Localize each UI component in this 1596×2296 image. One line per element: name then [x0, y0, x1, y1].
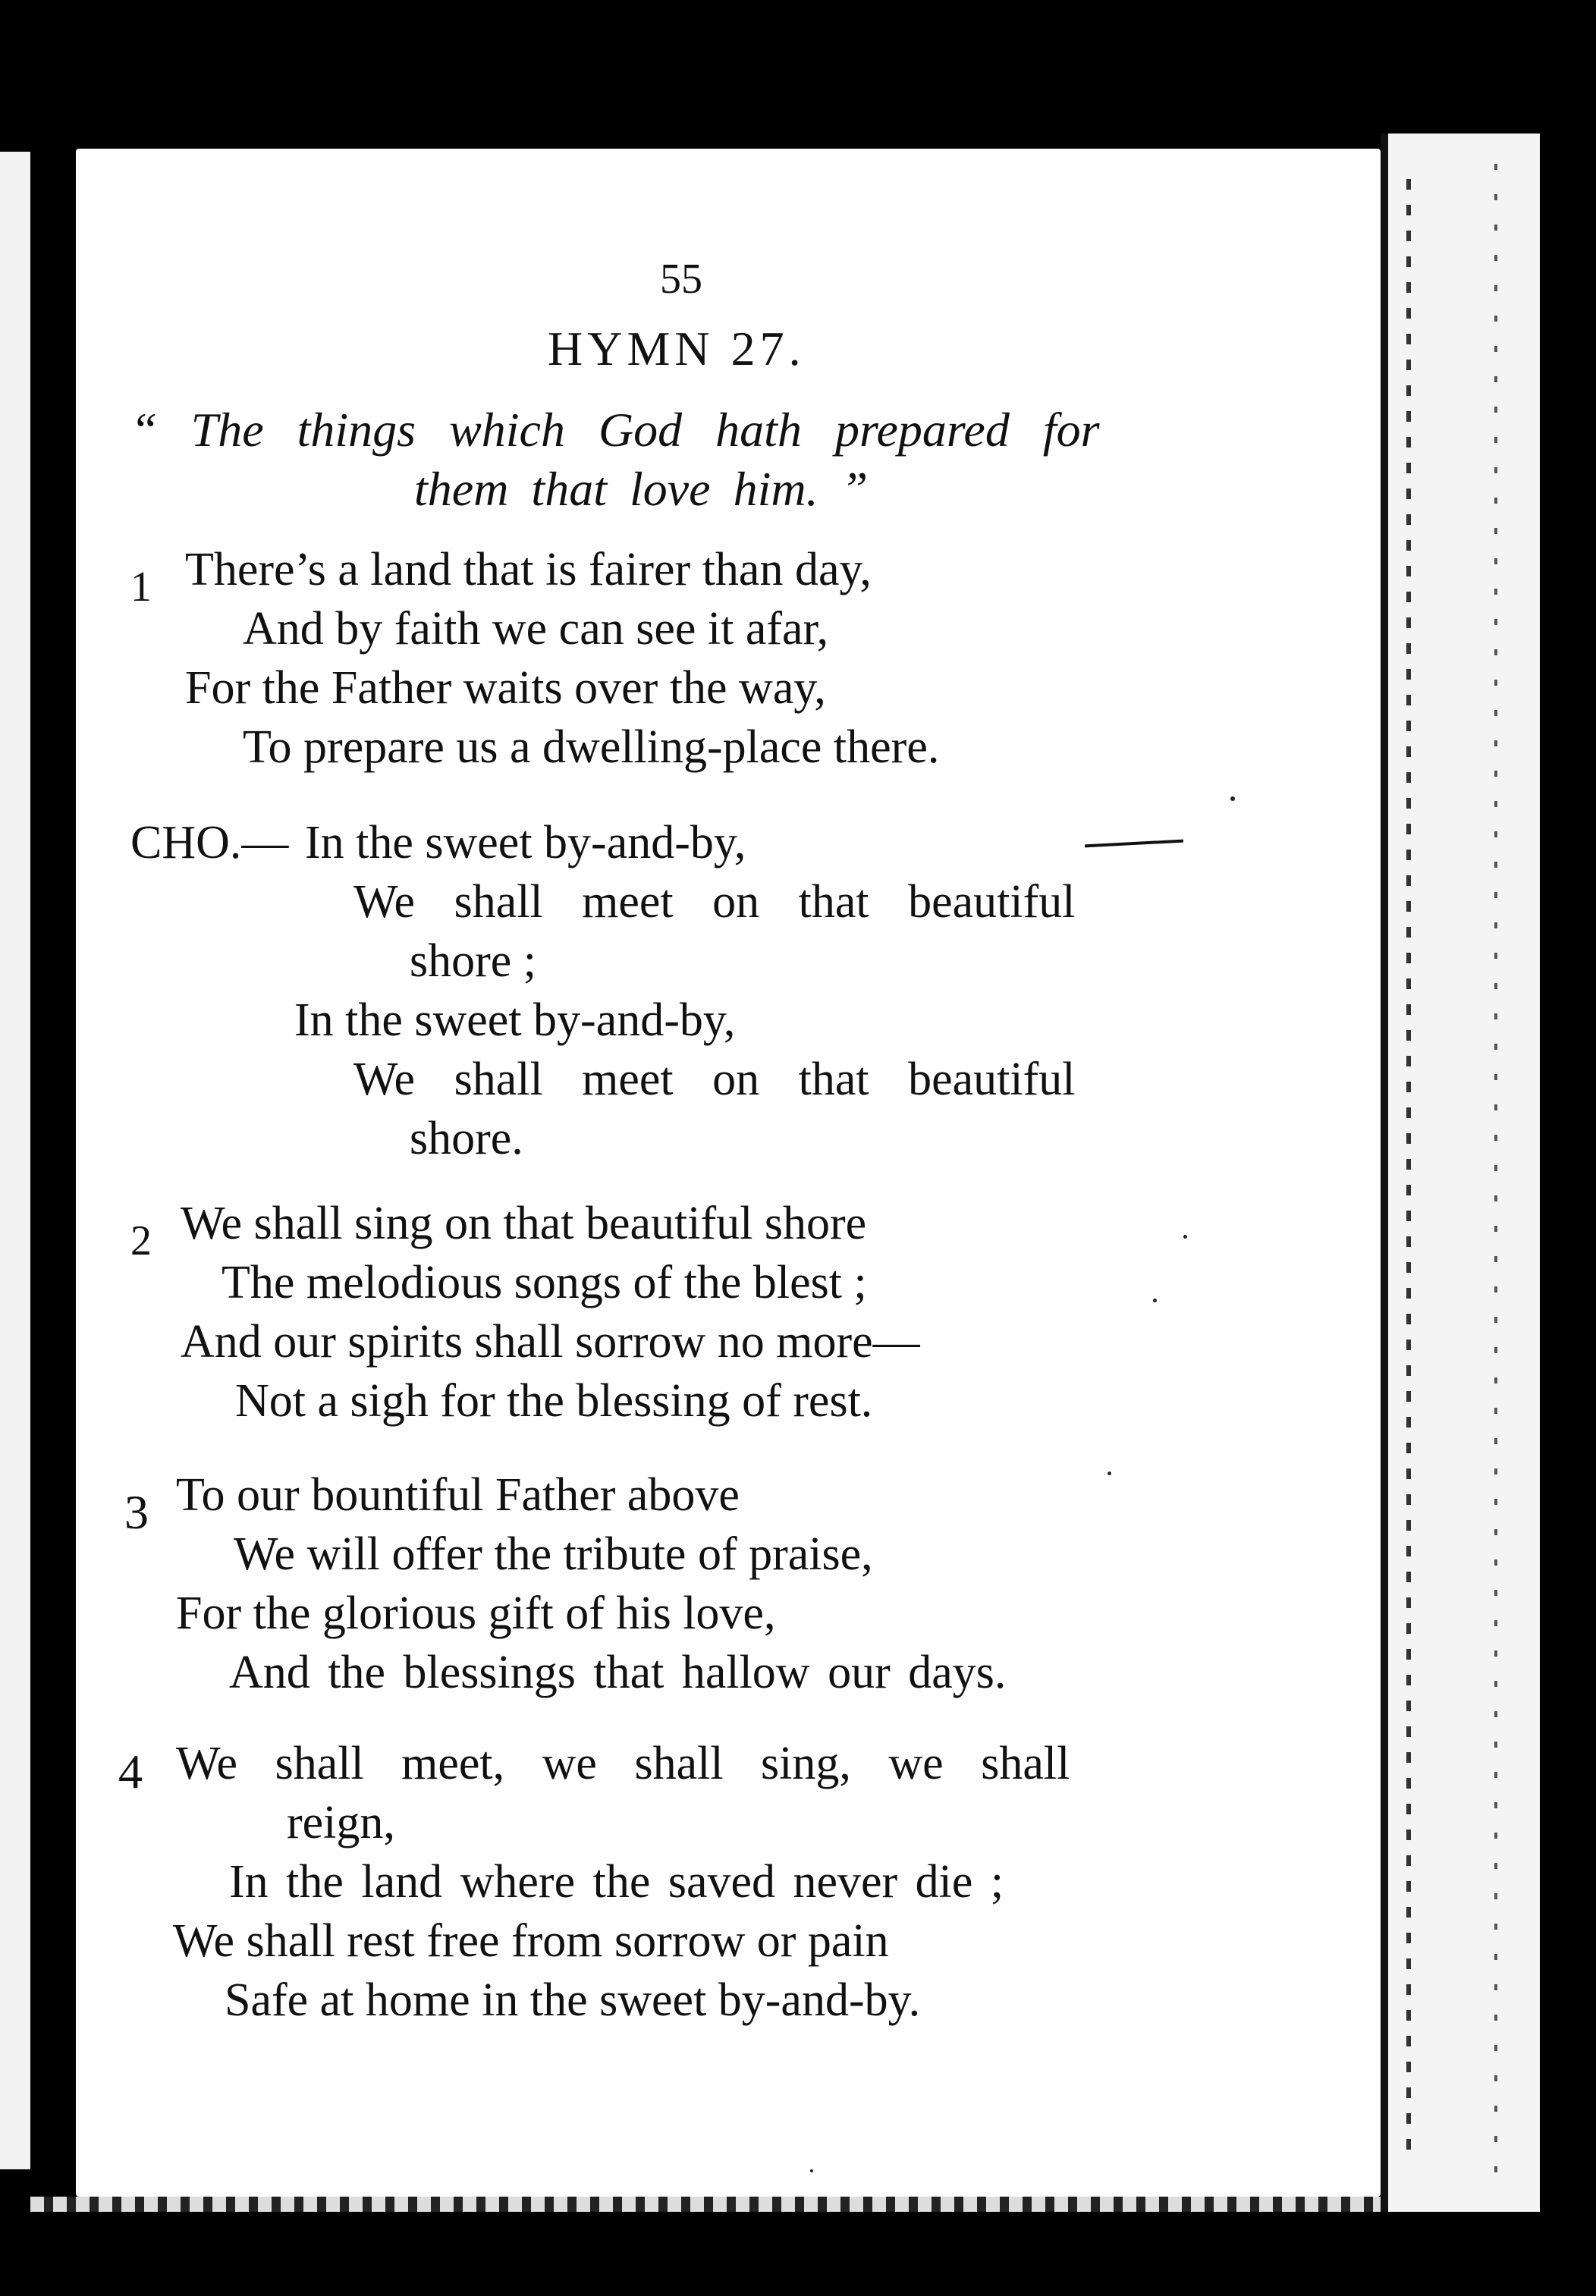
scan-speck	[1107, 1472, 1111, 1475]
left-page-edge	[0, 152, 30, 2169]
epigraph-line: them that love him. ”	[414, 462, 869, 516]
verse-line: To our bountiful Father above	[176, 1469, 740, 1521]
hymn-title: HYMN 27.	[548, 322, 806, 375]
verse-number: 2	[130, 1217, 152, 1264]
scan-speck	[1183, 1235, 1187, 1239]
verse-line: And our spirits shall sorrow no more—	[181, 1316, 920, 1368]
chorus-label: CHO.—	[130, 817, 289, 868]
verse-number: 4	[118, 1745, 143, 1798]
verse-line: We shall sing on that beautiful shore	[181, 1198, 867, 1249]
chorus-line: We shall meet on that beautiful	[353, 1054, 1076, 1105]
chorus-line: In the sweet by-and-by,	[294, 994, 736, 1046]
verse-line: We shall rest free from sorrow or pain	[173, 1915, 889, 1967]
verse-line: We shall meet, we shall sing, we shall	[176, 1738, 1070, 1789]
verse-line: And the blessings that hallow our days.	[229, 1647, 1007, 1698]
verse-line: reign,	[287, 1797, 395, 1848]
scan-speck	[1230, 796, 1235, 801]
verse-number: 1	[130, 564, 152, 611]
verse-line: The melodious songs of the blest ;	[221, 1257, 867, 1308]
chorus-line: shore ;	[410, 935, 537, 987]
chorus-line: In the sweet by-and-by,	[305, 817, 746, 868]
scan-speck	[1153, 1299, 1157, 1302]
verse-line: Not a sigh for the blessing of rest.	[235, 1375, 873, 1427]
verse-line: Safe at home in the sweet by-and-by.	[225, 1974, 921, 2026]
verse-line: In the land where the saved never die ;	[229, 1856, 1004, 1908]
verse-line: And by faith we can see it afar,	[243, 603, 829, 655]
epigraph-line: “ The things which God hath prepared for	[130, 403, 1100, 457]
verse-line: For the Father waits over the way,	[185, 662, 826, 714]
verse-line: For the glorious gift of his love,	[176, 1588, 776, 1639]
verse-line: We will offer the tribute of praise,	[234, 1528, 873, 1580]
verse-number: 3	[124, 1485, 149, 1539]
page-number: 55	[660, 256, 702, 303]
chorus-line: shore.	[410, 1113, 523, 1164]
book-page-edge	[1381, 133, 1540, 2212]
scan-speck	[810, 2169, 813, 2172]
verse-line: There’s a land that is fairer than day,	[185, 544, 872, 595]
chorus-line: We shall meet on that beautiful	[353, 876, 1076, 928]
book-bottom-edge	[30, 2197, 1381, 2212]
verse-line: To prepare us a dwelling-place there.	[243, 721, 940, 773]
